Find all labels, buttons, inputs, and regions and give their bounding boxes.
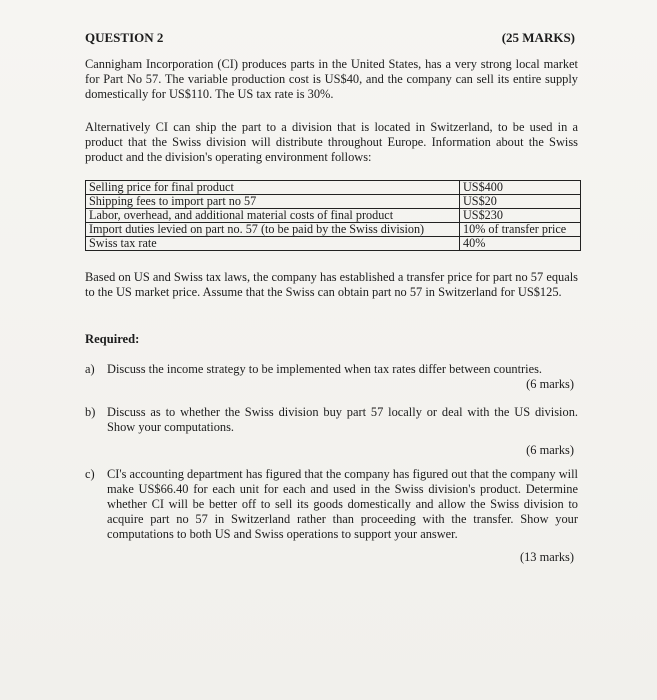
required-item-c [85,467,578,565]
question-total-marks: (25 MARKS) [501,30,575,45]
table-cell-value: US$400 [460,181,581,195]
item-label: a) [85,362,95,376]
table-cell-label: Labor, overhead, and additional material costs of final product [86,209,460,223]
item-marks: (6 marks) [526,443,574,457]
required-item-b [85,405,578,458]
item-marks: (6 marks) [526,377,574,391]
swiss-division-paragraph: Alternatively CI can ship the part to a division that is located in Switzerland, to be used in a product that the Swiss division will distribute throughout Europe. Information about the Swiss product and the division's operating environment follows: [85,120,578,164]
table-cell-value: US$20 [460,195,581,209]
table-cell-value: 10% of transfer price [460,223,581,237]
table-row [86,237,581,251]
intro-paragraph: Cannigham Incorporation (CI) produces parts in the United States, has a very strong local market for Part No 57. The variable production cost is US$40, and the company can sell its entire supply domestically for US$110. The US tax rate is 30%. [85,57,578,101]
table-row [86,223,581,237]
item-label: c) [85,467,95,481]
table-cell-value: US$230 [460,209,581,223]
table-cell-label: Swiss tax rate [86,237,460,251]
item-text: Discuss as to whether the Swiss division buy part 57 locally or deal with the US division. Show your computations. [107,405,578,434]
item-label: b) [85,405,96,419]
item-text: CI's accounting department has figured that the company has figured out that the company will make US$66.40 for each unit for each and used in the Swiss division's product. Determine whether CI will be better off to sell its goods domestically and allow the Swiss division to acquire part no 57 in Switzerland rather than proceeding with the transfer. Show your computations to both US and Swiss operations to support your answer. [107,467,578,541]
table-cell-label: Import duties levied on part no. 57 (to be paid by the Swiss division) [86,223,460,237]
required-item-a [85,362,578,392]
transfer-price-paragraph: Based on US and Swiss tax laws, the company has established a transfer price for part no 57 equals to the US market price. Assume that the Swiss can obtain part no 57 in Switzerland for US$125. [85,270,578,299]
table-row [86,195,581,209]
required-heading: Required: [85,332,140,346]
table-row [86,209,581,223]
table-cell-value: 40% [460,237,581,251]
question-title: QUESTION 2 [85,30,164,45]
question-header [85,30,575,46]
table-cell-label: Selling price for final product [86,181,460,195]
item-text: Discuss the income strategy to be implemented when tax rates differ between countries. [107,362,543,376]
table-row [86,181,581,195]
swiss-info-table [85,180,581,251]
item-marks: (13 marks) [519,550,574,564]
table-cell-label: Shipping fees to import part no 57 [86,195,460,209]
